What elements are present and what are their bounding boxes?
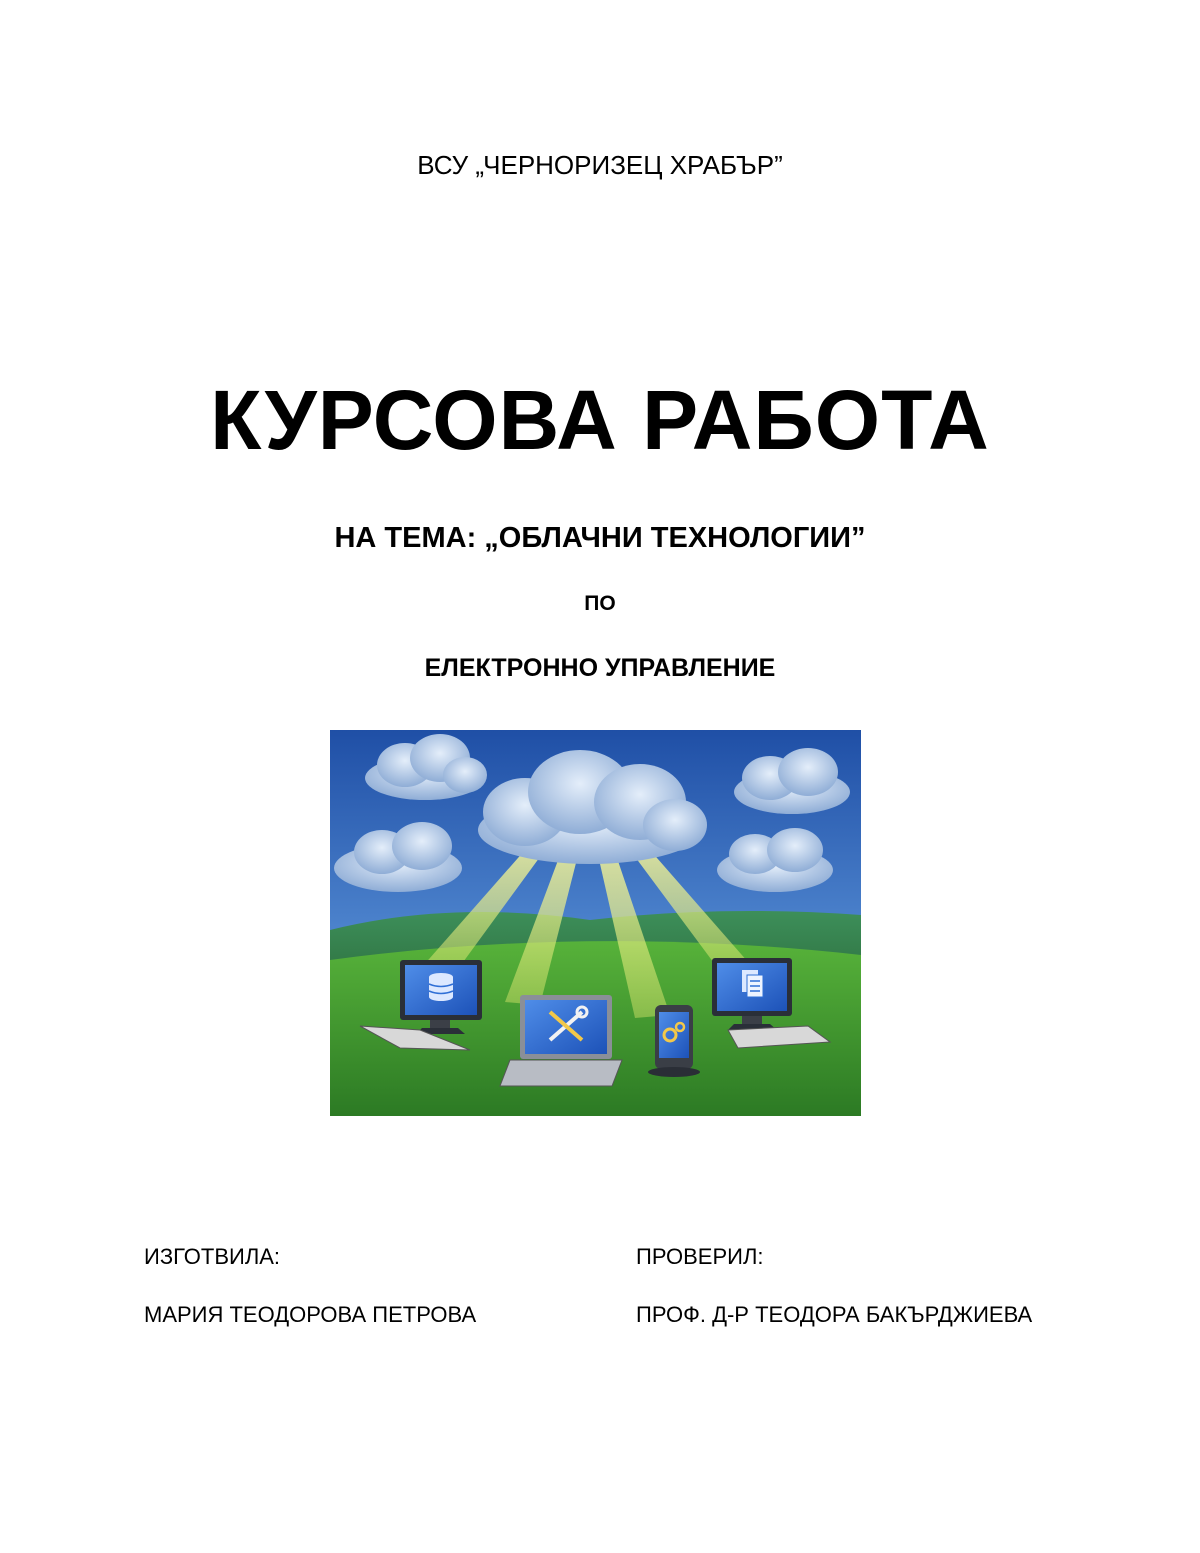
checked-by-name: ПРОФ. Д-Р ТЕОДОРА БАКЪРДЖИЕВА — [636, 1302, 1033, 1327]
checked-by-label: ПРОВЕРИЛ: — [636, 1244, 764, 1269]
prepared-by-name: МАРИЯ ТЕОДОРОВА ПЕТРОВА — [144, 1302, 477, 1327]
cloud-computing-illustration-svg — [330, 730, 861, 1116]
topic-line: НА ТЕМА: „ОБЛАЧНИ ТЕХНОЛОГИИ” — [334, 522, 866, 554]
cloud-computing-illustration — [330, 730, 861, 1116]
subject-preposition: ПО — [584, 592, 616, 615]
university-name: ВСУ „ЧЕРНОРИЗЕЦ ХРАБЪР” — [417, 150, 783, 180]
prepared-by-label: ИЗГОТВИЛА: — [144, 1244, 281, 1269]
subject-name: ЕЛЕКТРОННО УПРАВЛЕНИЕ — [424, 654, 776, 682]
database-icon — [429, 973, 453, 1001]
page-title: КУРСОВА РАБОТА — [210, 373, 990, 467]
